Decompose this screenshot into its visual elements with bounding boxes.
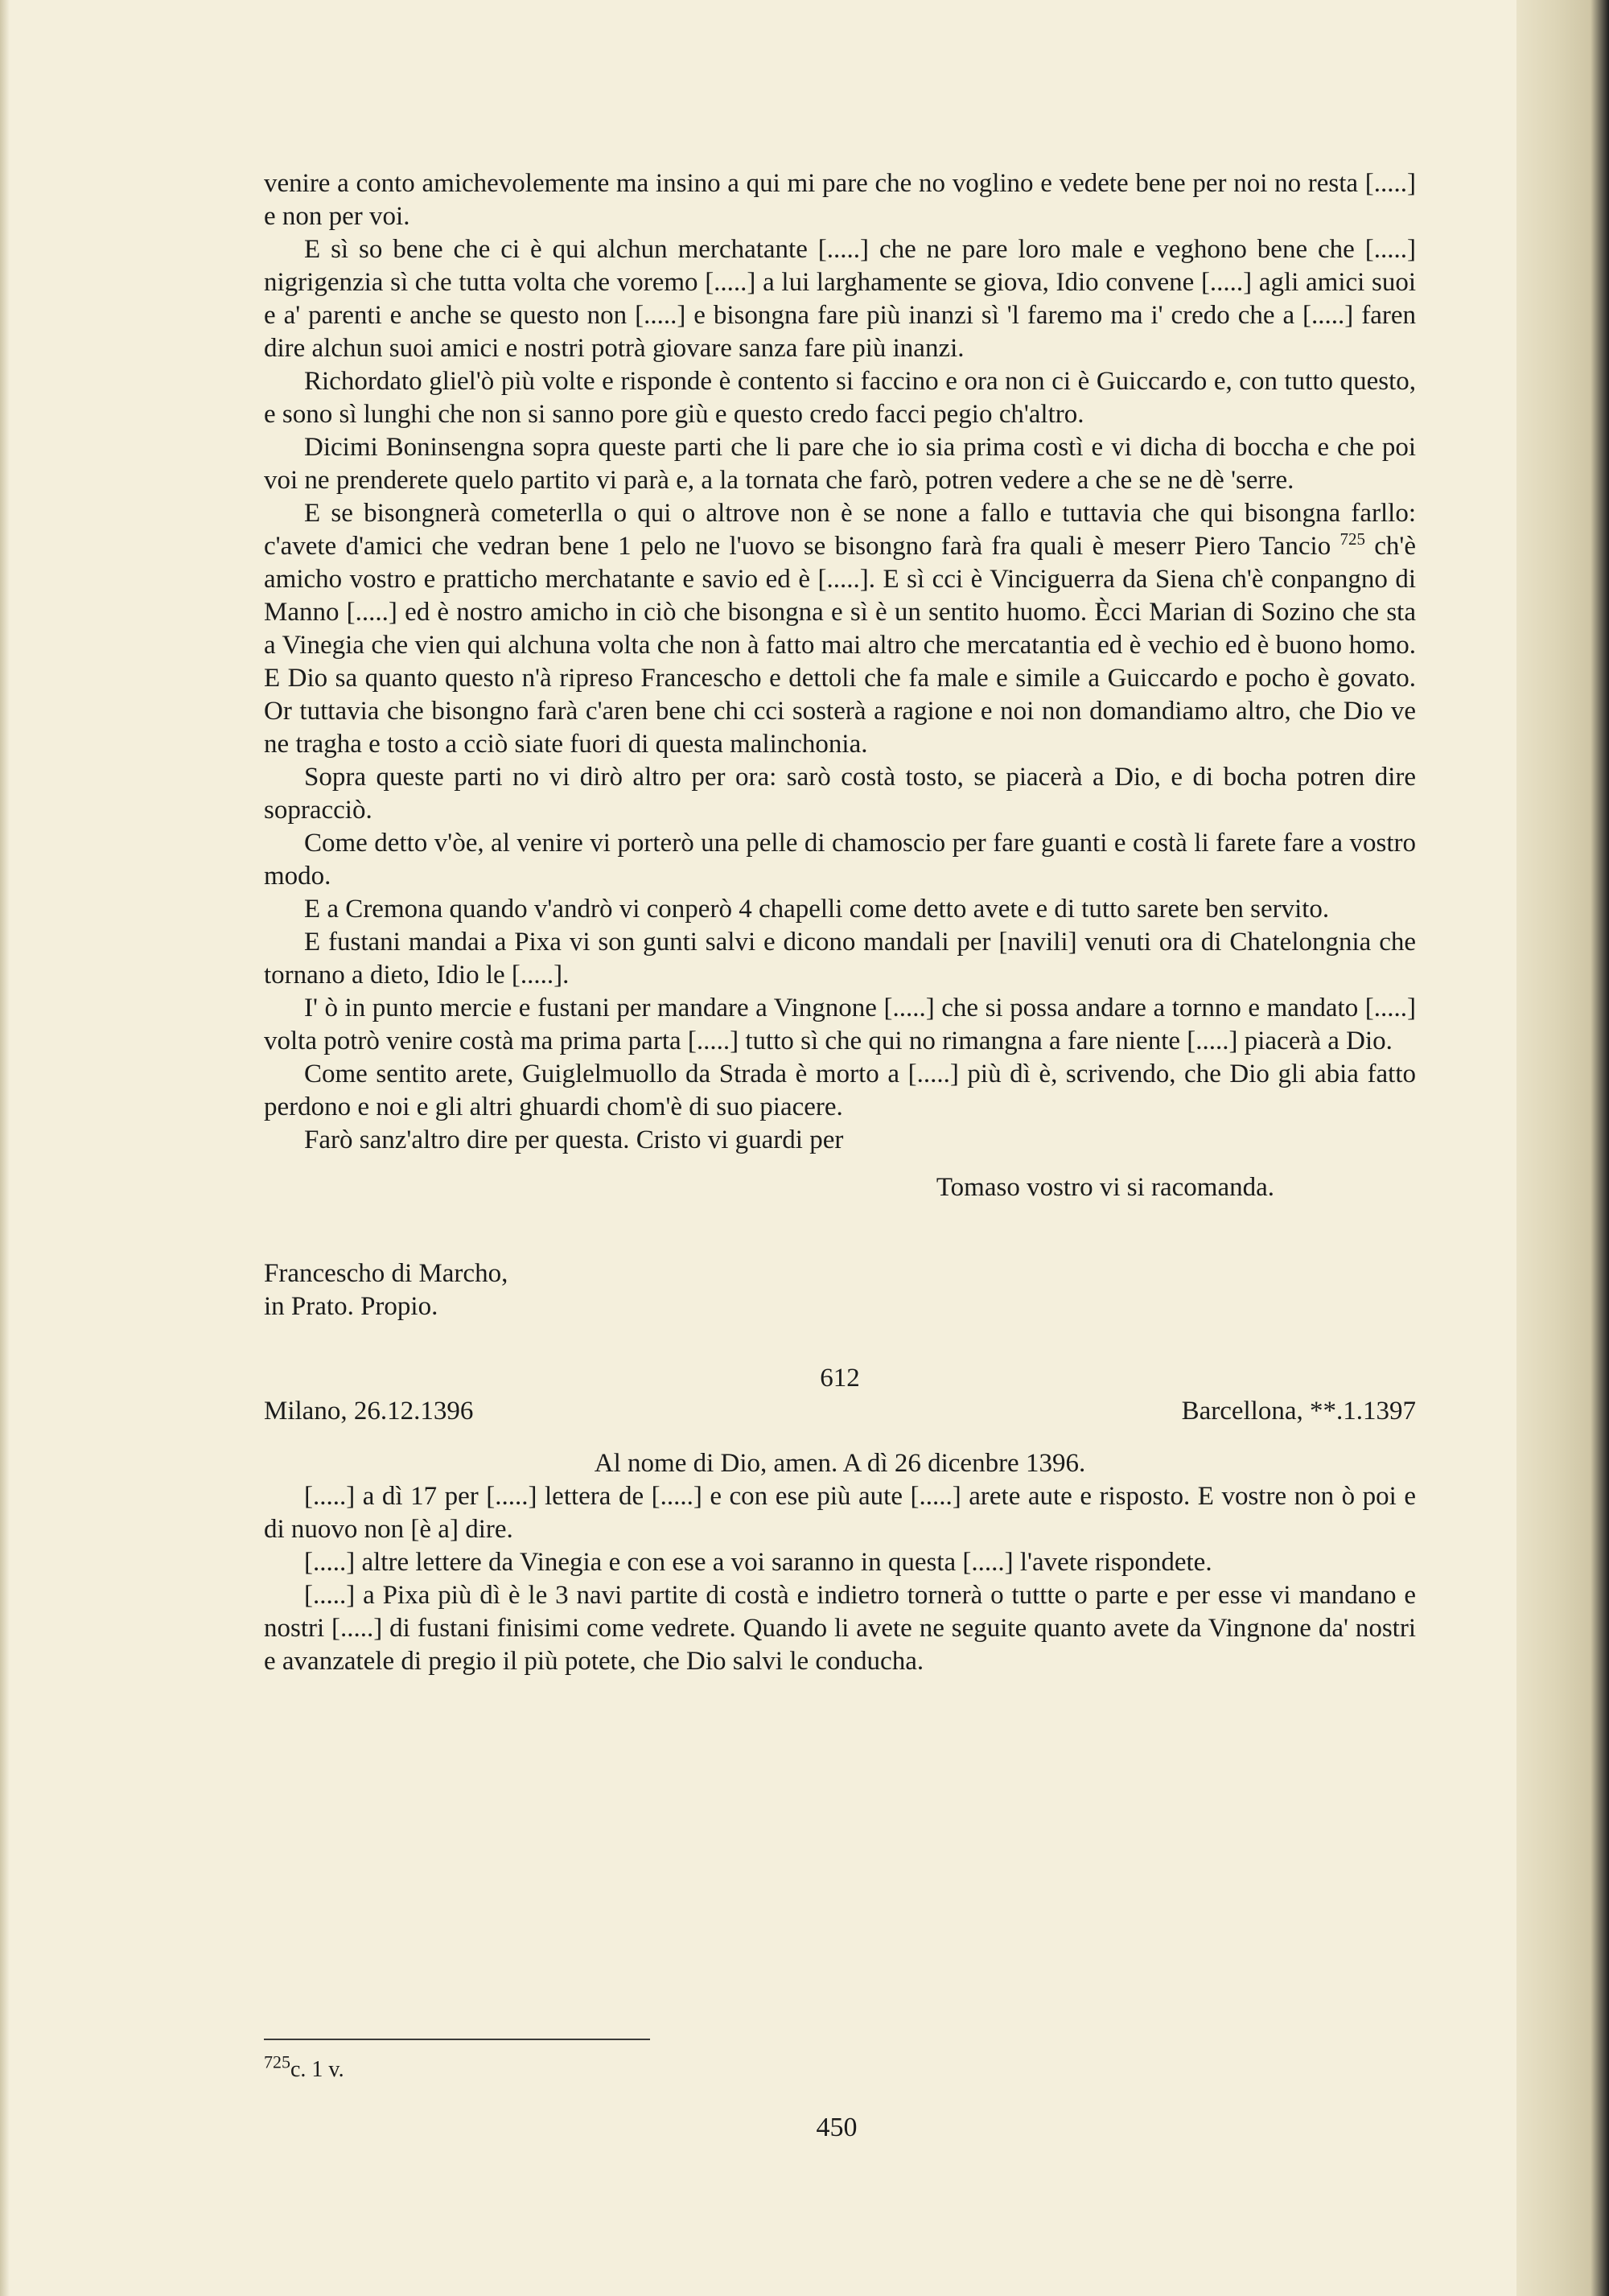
paragraph: venire a conto amichevolemente ma insino a qui mi pare che no voglino e vedete bene per noi no resta [.....] e non per voi. — [264, 169, 1416, 231]
paragraph: E fustani mandai a Pixa vi son gunti salvi e dicono mandali per [navili] venuti ora di Chatelongnia che tornano a dieto, Idio le [.....]. — [264, 928, 1416, 990]
letter-number: 612 — [820, 1364, 860, 1393]
paragraph: [.....] a Pixa più dì è le 3 navi partite di costà e indietro tornerà o tuttte o parte e per esse vi mandano e nostri [.....] di fustani finisimi come vedrete. Quando li avete ne seguite quanto avete da Vingnone da' nostri e avanzatele di pregio il più potete, che Dio salvi le conducha. — [264, 1581, 1416, 1676]
page-left-edge — [0, 0, 10, 2296]
footnote-text: c. 1 v. — [290, 2057, 344, 2082]
letter-dateline — [264, 1395, 1416, 1428]
address-line: in Prato. Propio. — [264, 1292, 438, 1321]
paragraph: Come detto v'òe, al venire vi porterò una pelle di chamoscio per fare guanti e costà li farete fare a vostro modo. — [264, 829, 1416, 891]
paragraph: I' ò in punto mercie e fustani per mandare a Vingnone [.....] che si possa andare a tornno e mandato [.....] volta potrò venire costà ma prima parta [.....] tutto sì che qui no rimangna a fare niente [.....] piacerà a Dio. — [264, 994, 1416, 1055]
page-number: 450 — [816, 2113, 858, 2142]
paragraph: [.....] altre lettere da Vinegia e con ese a voi saranno in questa [.....] l'avete rispondete. — [304, 1548, 1212, 1577]
paragraph: Come sentito arete, Guiglelmuollo da Strada è morto a [.....] più dì è, scrivendo, che Dio gli abia fatto perdono e noi e gli altri ghuardi chom'è di suo piacere. — [264, 1060, 1416, 1121]
paragraph-text: E se bisongnerà cometerlla o qui o altrove non è se none a fallo e tuttavia che qui bisongna farllo: c'avete d'amici che vedran bene 1 pelo ne l'uovo se bisongno farà fra quali è meserr Piero Tancio — [264, 499, 1416, 561]
footnote — [264, 2051, 344, 2084]
footnote-reference: 725 — [1339, 529, 1365, 549]
paragraph: E a Cremona quando v'andrò vi conperò 4 chapelli come detto avete e di tutto sarete ben servito. — [304, 895, 1330, 924]
paragraph: Richordato gliel'ò più volte e risponde è contento si faccino e ora non ci è Guiccardo e, con tutto questo, e sono sì lunghi che non si sanno pore giù e questo credo facci pegio ch'altro. — [264, 367, 1416, 429]
page-stack-edges — [1516, 0, 1609, 2296]
footnote-number: 725 — [264, 2051, 290, 2072]
main-text — [264, 167, 1416, 1678]
paragraph: [.....] a dì 17 per [.....] lettera de [.....] e con ese più aute [.....] arete aute e risposto. E vostre non ò poi e di nuovo non [è a] dire. — [264, 1482, 1416, 1544]
letter-opening: Al nome di Dio, amen. A dì 26 dicenbre 1396. — [594, 1449, 1086, 1478]
paragraph: E sì so bene che ci è qui alchun merchatante [.....] che ne pare loro male e veghono bene che [.....] nigrigenzia sì che tutta volta che voremo [.....] a lui larghamente se giova, Idio convene [.....] agli amici suoi e a' parenti e anche se questo non [.....] e bisongna fare più inanzi sì 'l faremo ma i' credo che a [.....] faren dire alchun suoi amici e nostri potrà giovare sanza fare più inanzi. — [264, 235, 1416, 363]
destination-date: Barcellona, **.1.1397 — [1181, 1397, 1416, 1426]
paragraph: Sopra queste parti no vi dirò altro per ora: sarò costà tosto, se piacerà a Dio, e di bocha potren dire sopracciò. — [264, 763, 1416, 825]
letter-address — [264, 1257, 1416, 1323]
footnote-divider — [264, 2039, 650, 2040]
paragraph-with-footnote — [264, 497, 1416, 761]
origin-date: Milano, 26.12.1396 — [264, 1397, 474, 1426]
paragraph: Farò sanz'altro dire per questa. Cristo vi guardi per — [304, 1125, 844, 1154]
paragraph-text: ch'è amicho vostro e pratticho merchatante e savio ed è [.....]. E sì cci è Vinciguerra da Siena ch'è conpangno di Manno [.....] ed è nostro amicho in ciò che bisongna e sì è un sentito huomo. Ècci Marian di Sozino che sta a Vinegia che vien qui alchuna volta che non à fatto mai altro che mercatantia ed è vechio ed è buono homo. E Dio sa quanto questo n'à ripreso Francescho e dettoli che fa male e simile a Guiccardo e pocho è govato. Or tuttavia che bisongno farà c'aren bene chi cci sosterà a ragione e noi non domandiamo altro, che Dio ve ne tragha e tosto a cciò siate fuori di questa malinchonia. — [264, 532, 1416, 759]
address-line: Francescho di Marcho, — [264, 1259, 508, 1288]
paragraph: Dicimi Boninsengna sopra queste parti che li pare che io sia prima costì e vi dicha di boccha e che poi voi ne prenderete quelo partito vi parà e, a la tornata che farò, potren vedere a che se ne dè 'serre. — [264, 433, 1416, 495]
letter-signature: Tomaso vostro vi si racomanda. — [936, 1173, 1274, 1202]
